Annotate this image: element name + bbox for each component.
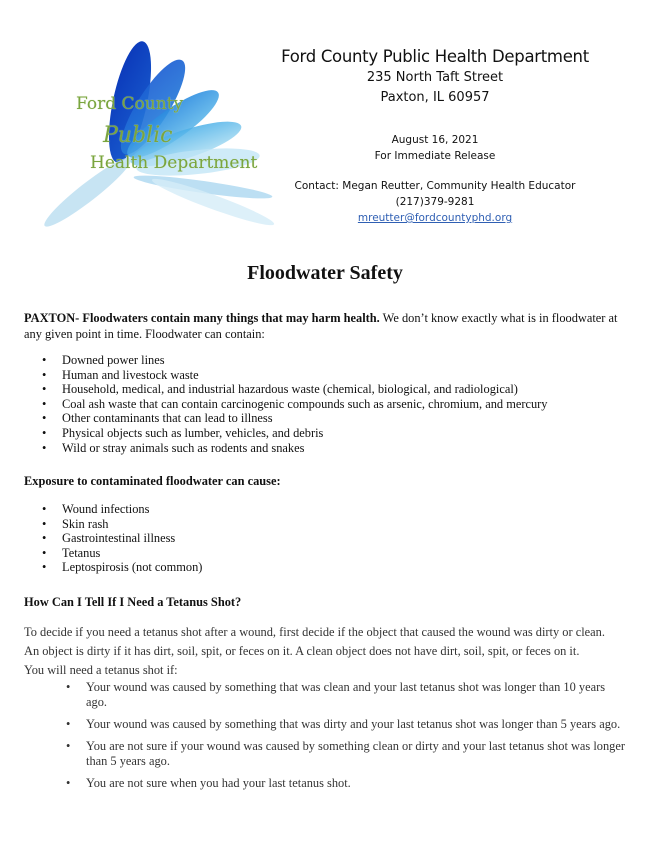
exposure-effects-list [42,502,442,575]
list-item: • You are not sure if your wound was caused by something clean or dirty and your last tetanus shot was longer than 5 years ago. [66,739,626,769]
city-state-zip: Paxton, IL 60957 [380,90,490,105]
tetanus-paragraph [24,623,626,680]
list-item: • Skin rash [42,517,442,532]
list-item: • You are not sure when you had your last tetanus shot. [66,776,626,791]
list-item: • Human and livestock waste [42,368,632,383]
release-type: For Immediate Release [374,150,496,162]
paragraph-line: An object is dirty if it has dirt, soil, spit, or feces on it. A clean object does not have dirt, soil, spit, or feces on it. [24,644,580,658]
tetanus-heading: How Can I Tell If I Need a Tetanus Shot? [24,595,242,609]
logo-text-health-department: Health Department [90,153,258,173]
contact-phone: (217)379-9281 [395,196,475,208]
contact-email-link[interactable]: mreutter@fordcountyphd.org [357,212,513,224]
street-address: 235 North Taft Street [366,70,504,85]
health-department-logo [28,32,278,232]
page-title: Floodwater Safety [247,262,403,284]
list-item: • Physical objects such as lumber, vehicles, and debris [42,426,632,441]
paragraph-line: You will need a tetanus shot if: [24,663,178,677]
organization-name: Ford County Public Health Department [281,47,589,66]
list-item: • Your wound was caused by something that was dirty and your last tetanus shot was longer than 5 years ago. [66,717,626,732]
list-item: • Your wound was caused by something that was clean and your last tetanus shot was longer than 10 years ago. [66,680,626,710]
logo-text-ford-county: Ford County [76,94,184,114]
list-item: • Leptospirosis (not common) [42,560,442,575]
exposure-heading: Exposure to contaminated floodwater can cause: [24,474,281,488]
tetanus-criteria-list [66,680,626,798]
list-item: • Tetanus [42,546,442,561]
list-item: • Downed power lines [42,353,632,368]
intro-paragraph [24,310,626,342]
list-item: • Gastrointestinal illness [42,531,442,546]
release-date: August 16, 2021 [391,134,479,146]
letterhead [270,46,600,226]
list-item: • Household, medical, and industrial hazardous waste (chemical, biological, and radiological) [42,382,632,397]
intro-lead: PAXTON- Floodwaters contain many things that may harm health. [24,311,380,325]
list-item: • Other contaminants that can lead to illness [42,411,632,426]
list-item: • Wound infections [42,502,442,517]
contact-name: Contact: Megan Reutter, Community Health Educator [294,180,576,192]
intro-text: We don’t know exactly what is in floodwater at any given point in time. Floodwater can contain: [24,311,618,341]
list-item: • Wild or stray animals such as rodents and snakes [42,441,632,456]
paragraph-line: To decide if you need a tetanus shot after a wound, first decide if the object that caused the wound was dirty or clean. [24,625,605,639]
floodwater-contents-list [42,353,632,455]
list-item: • Coal ash waste that can contain carcinogenic compounds such as arsenic, chromium, and mercury [42,397,632,412]
logo-text-public: Public [103,123,173,148]
